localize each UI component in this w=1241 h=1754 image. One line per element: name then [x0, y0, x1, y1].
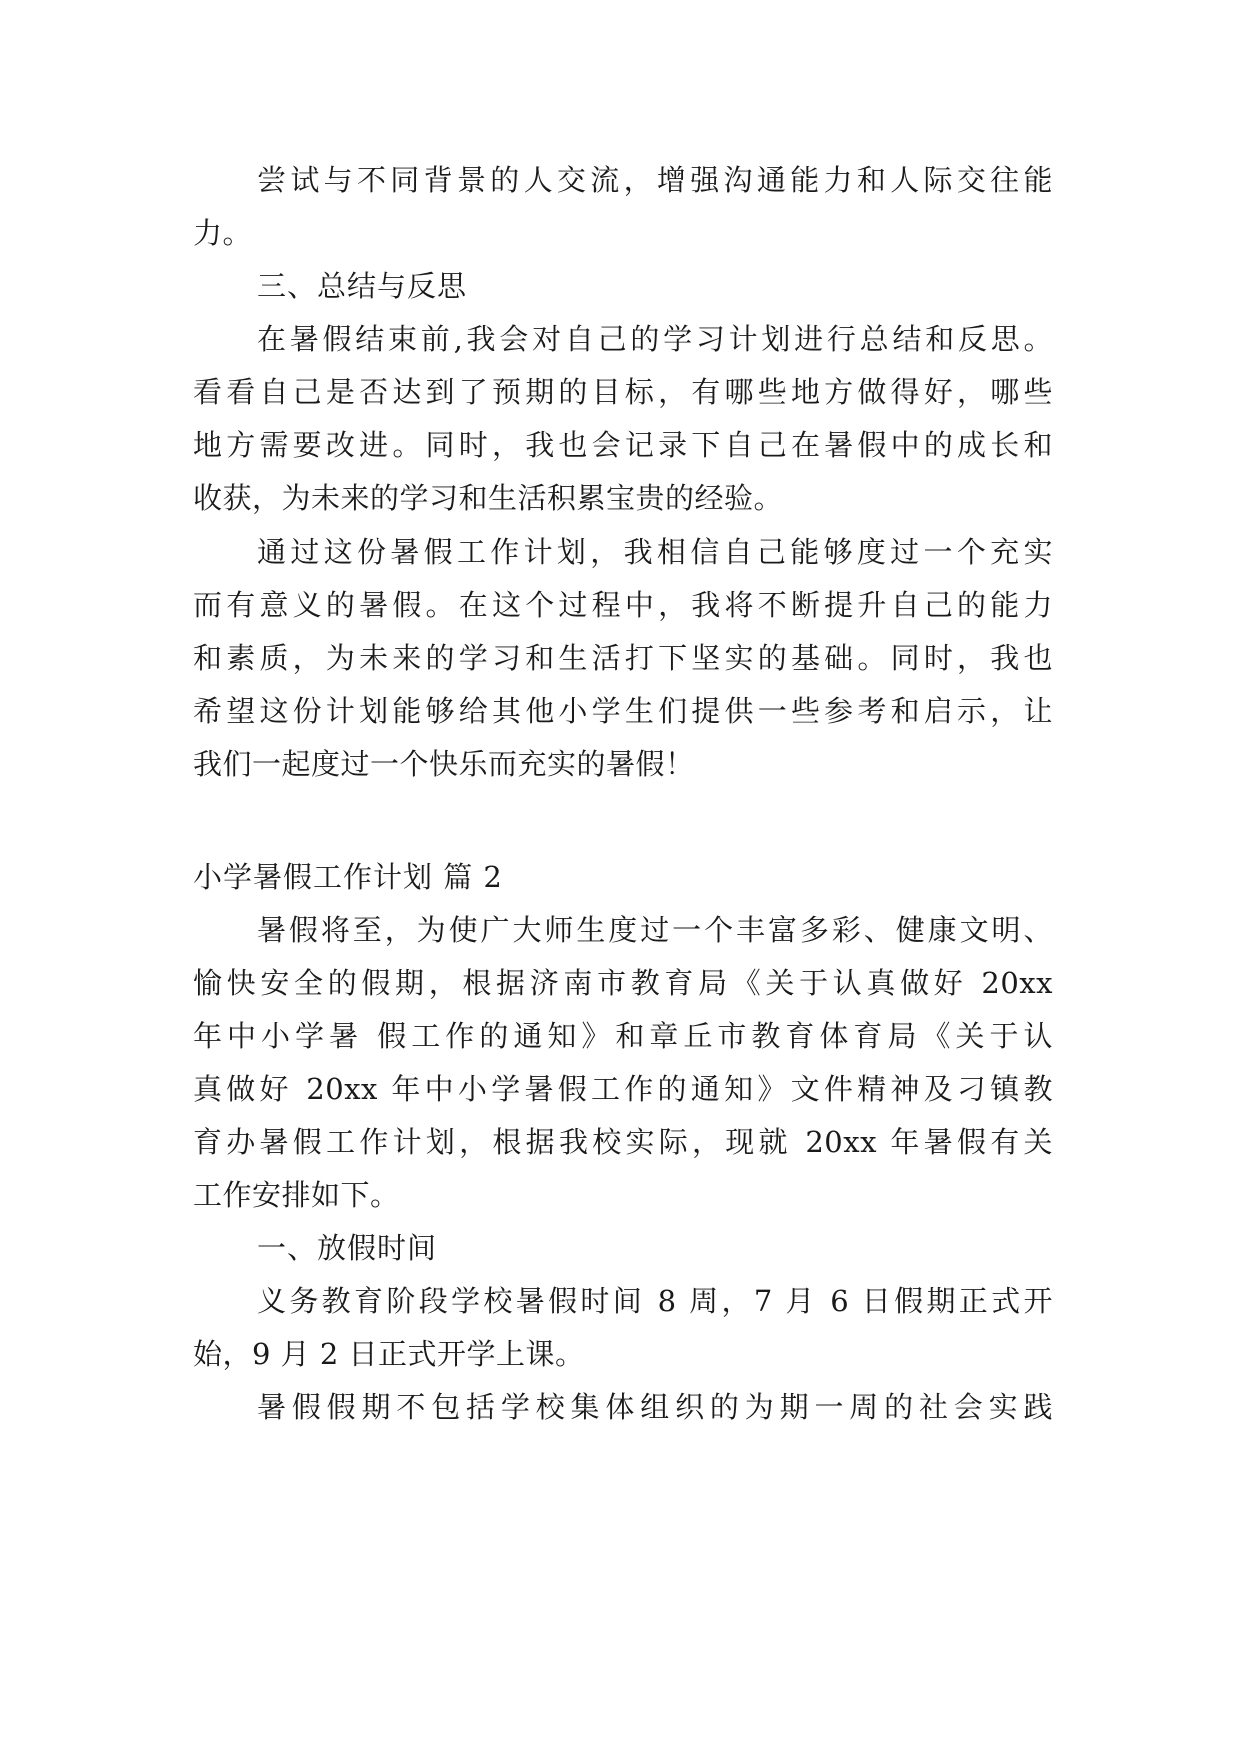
paragraph-line: 希望这份计划能够给其他小学生们提供一些参考和启示，让 — [193, 694, 1053, 728]
paragraph-line: 年中小学暑 假工作的通知》和章丘市教育体育局《关于认 — [193, 1019, 1053, 1053]
paragraph-line: 力。 — [193, 216, 253, 250]
paragraph-line: 地方需要改进。同时，我也会记录下自己在暑假中的成长和 — [193, 428, 1053, 462]
paragraph-line: 真做好 20xx 年中小学暑假工作的通知》文件精神及刁镇教 — [193, 1072, 1053, 1106]
paragraph-line: 通过这份暑假工作计划，我相信自己能够度过一个充实 — [257, 535, 1053, 569]
paragraph-line: 暑假假期不包括学校集体组织的为期一周的社会实践 — [257, 1390, 1053, 1424]
paragraph-line: 和素质，为未来的学习和生活打下坚实的基础。同时，我也 — [193, 641, 1053, 675]
paragraph-line: 看看自己是否达到了预期的目标，有哪些地方做得好，哪些 — [193, 375, 1053, 409]
paragraph-line: 工作安排如下。 — [193, 1178, 400, 1212]
paragraph-line: 育办暑假工作计划，根据我校实际，现就 20xx 年暑假有关 — [193, 1125, 1053, 1159]
paragraph-line: 愉快安全的假期，根据济南市教育局《关于认真做好 20xx — [193, 966, 1053, 1000]
paragraph-line: 尝试与不同背景的人交流，增强沟通能力和人际交往能 — [257, 163, 1053, 197]
paragraph-line: 在暑假结束前,我会对自己的学习计划进行总结和反思。 — [257, 322, 1053, 356]
paragraph-line: 收获，为未来的学习和生活积累宝贵的经验。 — [193, 481, 784, 515]
paragraph-line: 暑假将至，为使广大师生度过一个丰富多彩、健康文明、 — [257, 913, 1053, 947]
paragraph-line: 始，9 月 2 日正式开学上课。 — [193, 1337, 585, 1371]
paragraph-line: 义务教育阶段学校暑假时间 8 周，7 月 6 日假期正式开 — [257, 1284, 1053, 1318]
paragraph-line: 我们一起度过一个快乐而充实的暑假！ — [193, 747, 695, 781]
paragraph-line: 而有意义的暑假。在这个过程中，我将不断提升自己的能力 — [193, 588, 1053, 622]
section-heading: 一、放假时间 — [257, 1231, 438, 1265]
article-title: 小学暑假工作计划 篇 2 — [193, 860, 503, 894]
section-heading: 三、总结与反思 — [257, 269, 468, 303]
